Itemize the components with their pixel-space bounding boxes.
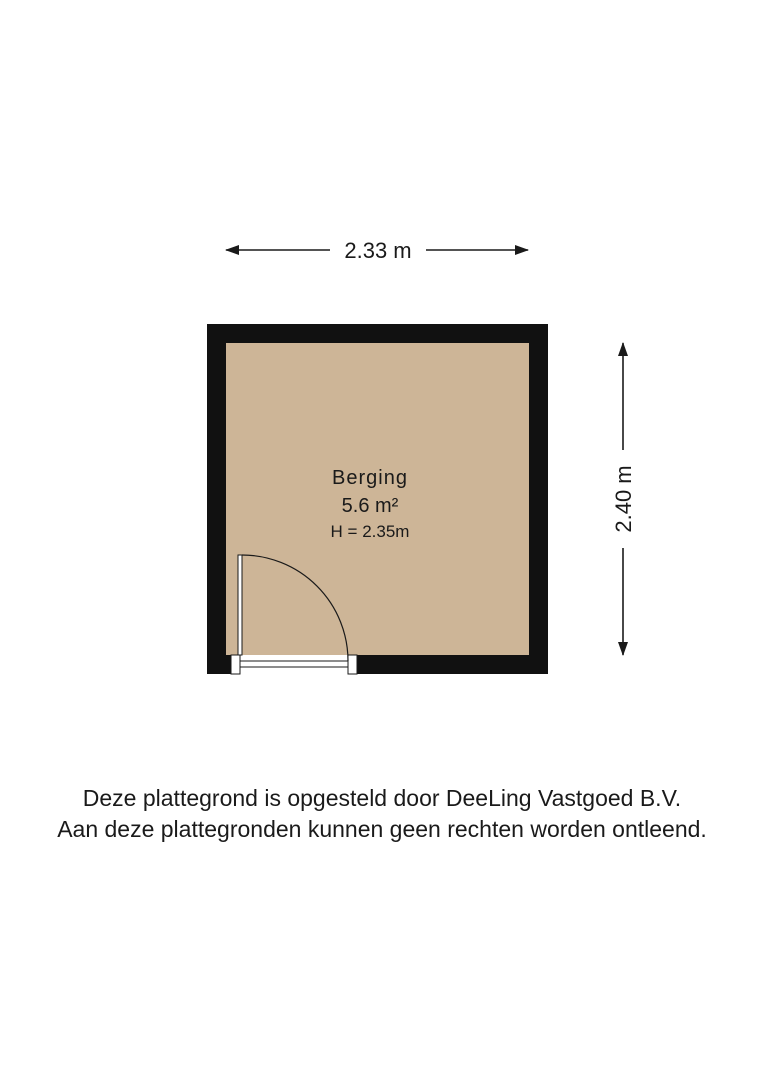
disclaimer-line-1: Deze plattegrond is opgesteld door DeeLing Vastgoed B.V. [82, 785, 682, 811]
room-area: 5.6 m² [341, 495, 399, 517]
height-dimension [611, 343, 636, 655]
width-dimension-label: 2.33 m [344, 238, 412, 263]
room-name: Berging [332, 467, 408, 489]
disclaimer-line-2: Aan deze plattegronden kunnen geen rechten worden ontleend. [57, 816, 707, 842]
door-jamb-right [348, 655, 357, 674]
door-jamb-left [231, 655, 240, 674]
room-labels [331, 467, 410, 541]
room-ceiling-height: H = 2.35m [330, 522, 410, 541]
door-leaf [238, 555, 242, 655]
width-dimension [226, 238, 528, 263]
height-dimension-label: 2.40 m [611, 465, 636, 533]
door-threshold [231, 655, 357, 674]
